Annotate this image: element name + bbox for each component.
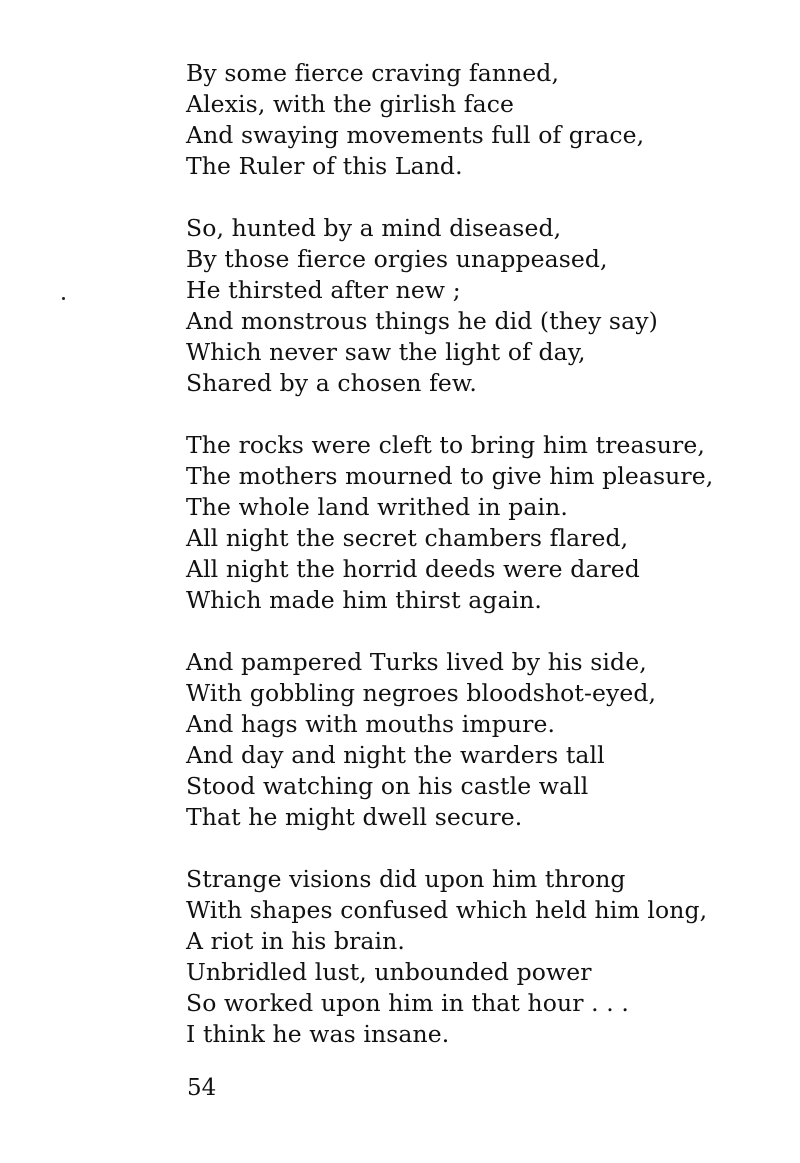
poem-line: Alexis, with the girlish face	[186, 90, 514, 118]
poem-line: The Ruler of this Land.	[186, 152, 463, 180]
poem-line: All night the secret chambers flared,	[186, 524, 629, 552]
poem	[186, 58, 766, 1081]
poem-line: And hags with mouths impure.	[186, 710, 556, 738]
poem-line: He thirsted after new ;	[186, 276, 461, 304]
stanza-5	[186, 864, 766, 1050]
poem-line: Shared by a chosen few.	[186, 369, 477, 397]
poem-line: By some fierce craving fanned,	[186, 59, 560, 87]
poem-line: I think he was insane.	[186, 1020, 450, 1048]
poem-line: So worked upon him in that hour . . .	[186, 989, 630, 1017]
poem-line: And pampered Turks lived by his side,	[186, 648, 647, 676]
poem-line: Which never saw the light of day,	[186, 338, 586, 366]
ink-speck	[62, 297, 65, 300]
poem-line: A riot in his brain.	[186, 927, 405, 955]
poem-line: Unbridled lust, unbounded power	[186, 958, 592, 986]
poem-line: With shapes confused which held him long,	[186, 896, 708, 924]
poem-line: Which made him thirst again.	[186, 586, 542, 614]
poem-line: Strange visions did upon him throng	[186, 865, 626, 893]
poem-line: With gobbling negroes bloodshot-eyed,	[186, 679, 657, 707]
page-number: 54	[187, 1075, 217, 1101]
poem-line: Stood watching on his castle wall	[186, 772, 589, 800]
poem-line: That he might dwell secure.	[186, 803, 523, 831]
poem-line: And day and night the warders tall	[186, 741, 605, 769]
stanza-2	[186, 213, 766, 399]
poem-line: So, hunted by a mind diseased,	[186, 214, 562, 242]
poem-line: The mothers mourned to give him pleasure,	[186, 462, 714, 490]
stanza-1	[186, 58, 766, 182]
poem-line: All night the horrid deeds were dared	[186, 555, 640, 583]
poem-line: By those fierce orgies unappeased,	[186, 245, 608, 273]
stanza-3	[186, 430, 766, 616]
poem-line: The rocks were cleft to bring him treasure,	[186, 431, 705, 459]
stanza-4	[186, 647, 766, 833]
poem-line: And monstrous things he did (they say)	[186, 307, 658, 335]
poem-line: The whole land writhed in pain.	[186, 493, 568, 521]
poem-line: And swaying movements full of grace,	[186, 121, 645, 149]
